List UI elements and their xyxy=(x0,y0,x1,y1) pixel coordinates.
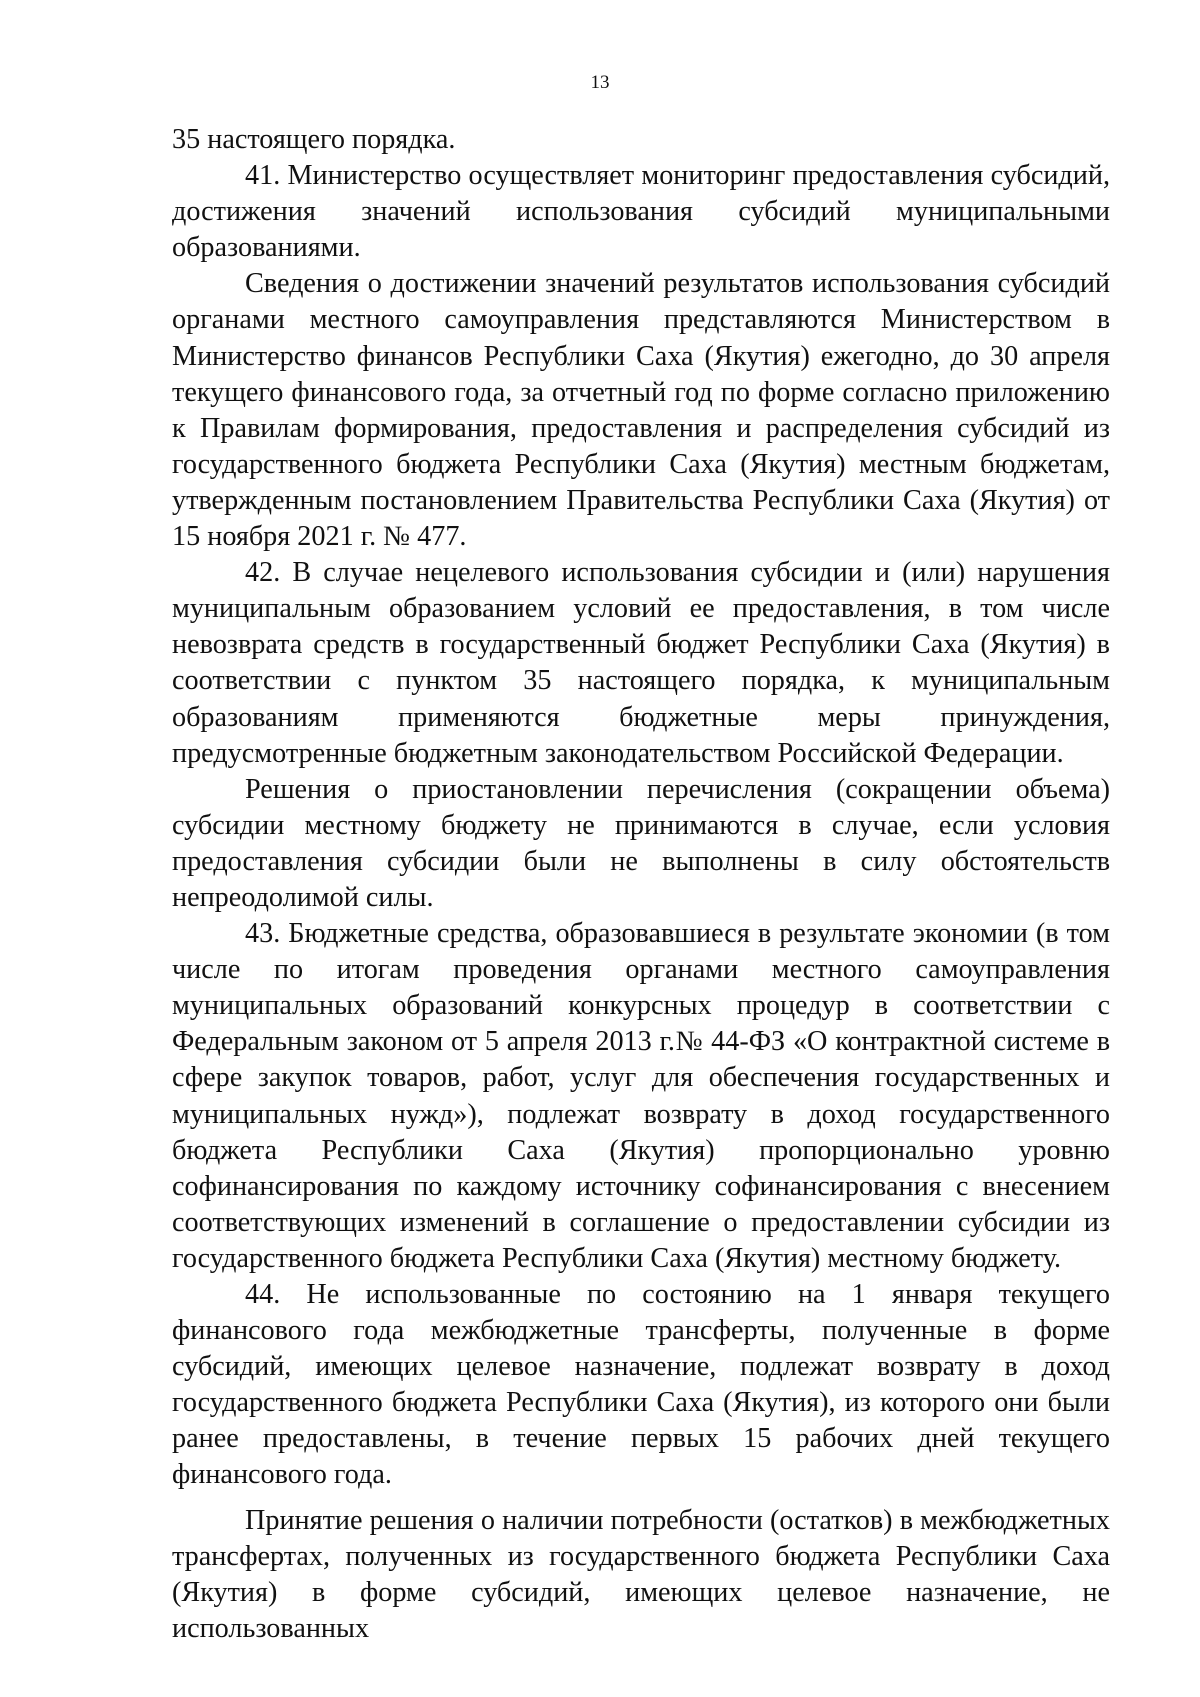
paragraph-reporting-info: Сведения о достижении значений результатов использования субсидий органами местного самоуправления представляются Министерством в Министерство финансов Республики Саха (Якутия) ежегодно, до 30 апреля текущего финансового года, за отчетный год по форме согласно приложению к Правилам формирования, предоставления и распределения субсидий из государственного бюджета Республики Саха (Якутия) местным бюджетам, утвержденным постановлением Правительства Республики Саха (Якутия) от 15 ноября 2021 г. № 477. xyxy=(172,268,1110,553)
paragraph-item-42: 42. В случае нецелевого использования субсидии и (или) нарушения муниципальным образованием условий ее предоставления, в том числе невозврата средств в государственный бюджет Республики Саха (Якутия) в соответствии с пунктом 35 настоящего порядка, к муниципальным образованиям применяются бюджетные меры принуждения, предусмотренные бюджетным законодательством Российской Федерации. xyxy=(172,557,1110,769)
paragraph-continuation: 35 настоящего порядка. xyxy=(172,124,456,155)
paragraph-decision-on-need: Принятие решения о наличии потребности (остатков) в межбюджетных трансфертах, полученных из государственного бюджета Республики Саха (Якутия) в форме субсидий, имеющих целевое назначение, не использованных xyxy=(172,1504,1110,1644)
paragraph-item-43: 43. Бюджетные средства, образовавшиеся в результате экономии (в том числе по итогам проведения органами местного самоуправления муниципальных образований конкурсных процедур в соответствии с Федеральным законом от 5 апреля 2013 г.№ 44-ФЗ «О контрактной системе в сфере закупок товаров, работ, услуг для обеспечения государственных и муниципальных нужд»), подлежат возврату в доход государственного бюджета Республики Саха (Якутия) пропорционально уровню софинансирования по каждому источнику софинансирования с внесением соответствующих изменений в соглашение о предоставлении субсидии из государственного бюджета Республики Саха (Якутия) местному бюджету. xyxy=(172,918,1110,1274)
paragraph-item-44: 44. Не использованные по состоянию на 1 января текущего финансового года межбюджетные трансферты, полученные в форме субсидий, имеющих целевое назначение, подлежат возврату в доход государственного бюджета Республики Саха (Якутия), из которого они были ранее предоставлены, в течение первых 15 рабочих дней текущего финансового года. xyxy=(172,1279,1110,1491)
page-number: 13 xyxy=(590,72,610,93)
paragraph-suspension-decisions: Решения о приостановлении перечисления (сокращении объема) субсидии местному бюджету не принимаются в случае, если условия предоставления субсидии были не выполнены в силу обстоятельств непреодолимой силы. xyxy=(172,773,1110,913)
paragraph-item-41: 41. Министерство осуществляет мониторинг предоставления субсидий, достижения значений использования субсидий муниципальными образованиями. xyxy=(172,160,1110,264)
document-body xyxy=(172,122,1110,1647)
